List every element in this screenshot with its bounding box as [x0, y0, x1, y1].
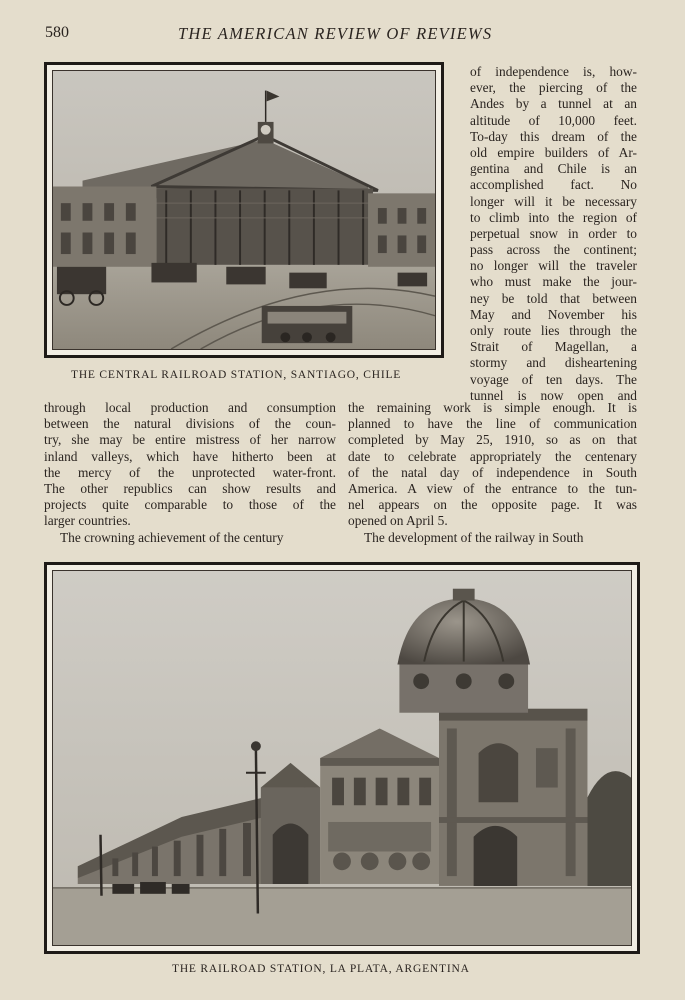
text-line: To-day this dream of the [470, 128, 637, 144]
text-line: to climb into the region of [470, 209, 637, 225]
text-line: completed by May 25, 1910, so as on that [348, 432, 637, 448]
text-line: the mercy of the unprotected water-front. [44, 464, 336, 480]
page-number: 580 [45, 24, 69, 41]
text-line: planned to have the line of communication [348, 416, 637, 432]
text-line: Strait of Magellan, a [470, 339, 637, 355]
santiago-station-illustration [53, 71, 435, 349]
text-line: larger countries. [44, 513, 131, 529]
text-line: date to celebrate appropriately the centenary [348, 448, 637, 464]
text-line: try, she may be entire mistress of her narrow [44, 432, 336, 448]
text-line: old empire builders of Ar- [470, 144, 637, 160]
text-line: the remaining work is simple enough. It is [348, 400, 637, 415]
running-title: THE AMERICAN REVIEW OF REVIEWS [178, 24, 493, 43]
text-line: Andes by a tunnel at an [470, 96, 637, 112]
text-line: of independence is, how- [470, 64, 637, 79]
text-line: perpetual snow in order to [470, 225, 637, 241]
text-line: accomplished fact. No [470, 177, 637, 193]
la-plata-station-illustration [53, 571, 631, 945]
text-column-left [44, 400, 336, 546]
text-column-right-top [470, 64, 637, 404]
text-line: longer will it be necessary [470, 193, 637, 209]
text-line: May and November his [470, 306, 637, 322]
text-line: The crowning achievement of the century [60, 529, 284, 545]
text-line: stormy and disheartening [470, 355, 637, 371]
text-line: The other republics can show results and [44, 480, 336, 496]
text-line: between the natural divisions of the coun- [44, 416, 336, 432]
text-line: inland valleys, which have hitherto been at [44, 448, 336, 464]
text-line: no longer will the traveler [470, 258, 637, 274]
text-line: ever, the piercing of the [470, 80, 637, 96]
text-line: pass across the continent; [470, 242, 637, 258]
text-line: voyage of ten days. The [470, 371, 637, 387]
text-line: altitude of 10,000 feet. [470, 112, 637, 128]
text-line: nel appears on the opposite page. It was [348, 497, 637, 513]
text-line: gentina and Chile is an [470, 161, 637, 177]
text-column-right-bottom [348, 400, 637, 546]
text-line: America. A view of the entrance to the tun- [348, 480, 637, 496]
text-line: who must make the jour- [470, 274, 637, 290]
text-line: ney be told that between [470, 290, 637, 306]
caption-la-plata: THE RAILROAD STATION, LA PLATA, ARGENTINA [172, 963, 470, 975]
text-line: projects quite comparable to those of the [44, 497, 336, 513]
text-line: tunnel is now open and [470, 387, 637, 403]
photo-la-plata-station [44, 562, 640, 954]
text-line: of the natal day of independence in South [348, 464, 637, 480]
text-line: through local production and consumption [44, 400, 336, 415]
text-line: opened on April 5. [348, 513, 448, 529]
text-line: only route lies through the [470, 323, 637, 338]
text-line: The development of the railway in South [364, 529, 584, 545]
caption-santiago: THE CENTRAL RAILROAD STATION, SANTIAGO, CHILE [71, 369, 402, 381]
photo-santiago-station [44, 62, 444, 358]
